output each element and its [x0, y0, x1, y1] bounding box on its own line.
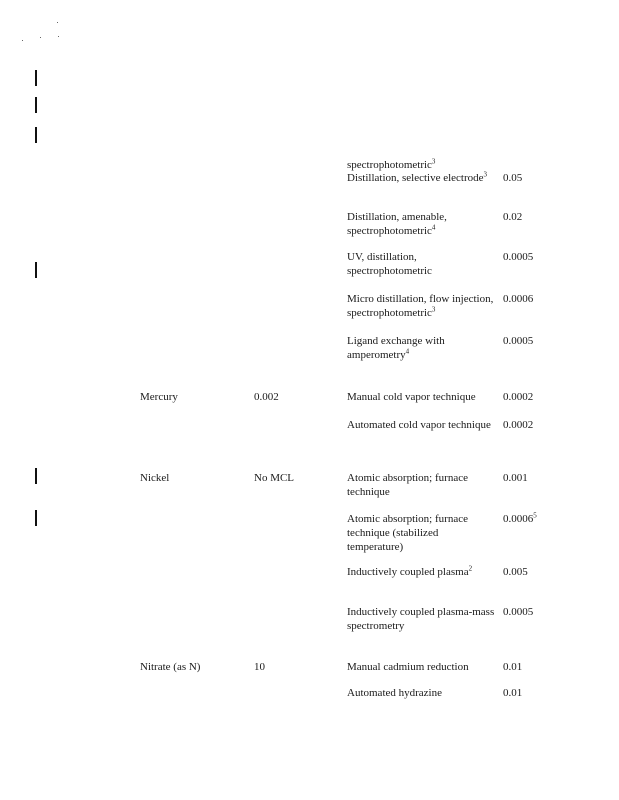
revision-bar	[35, 97, 37, 113]
method-cell: Atomic absorption; furnace technique	[347, 472, 468, 498]
detection-limit-cell: 0.001	[503, 472, 528, 484]
method-cell: Atomic absorption; furnace technique (stabilized temperature)	[347, 513, 468, 553]
revision-bar	[35, 510, 37, 526]
revision-bar	[35, 70, 37, 86]
method-cell: Distillation, amenable, spectrophotometric$^4$	[347, 211, 447, 237]
mcl-value: 0.002	[254, 391, 279, 403]
detection-limit-cell: 0.0005	[503, 606, 534, 618]
detection-limit-cell: 0.05	[503, 172, 523, 184]
detection-limit-cell: 0.01	[503, 661, 523, 673]
method-cell: Manual cold vapor technique	[347, 391, 476, 403]
detection-limit-cell: 0.0005	[503, 335, 534, 347]
method-cell: Inductively coupled plasma-mass spectrometry	[347, 606, 495, 632]
scan-speck	[58, 36, 59, 37]
scan-speck	[57, 22, 58, 23]
detection-limit-cell: 0.02	[503, 211, 523, 223]
detection-limit-cell: 0.0002	[503, 391, 534, 403]
method-cell: UV, distillation, spectrophotometric	[347, 251, 432, 277]
detection-limit-cell: 0.01	[503, 687, 523, 699]
mcl-value: No MCL	[254, 472, 295, 484]
detection-limit-cell: 0.005	[503, 566, 528, 578]
detection-limit-cell: 0.0006$^5$	[503, 511, 537, 525]
analyte-name: Nickel	[140, 472, 170, 484]
detection-limit-cell: 0.0006	[503, 293, 534, 305]
revision-bar	[35, 262, 37, 278]
scan-speck	[22, 40, 23, 41]
revision-bar	[35, 468, 37, 484]
method-cell: Automated hydrazine	[347, 687, 442, 699]
method-continuation: spectrophotometric$^3$	[347, 157, 436, 171]
scan-speck	[40, 37, 41, 38]
mcl-value: 10	[254, 661, 265, 673]
method-cell: Inductively coupled plasma$^2$	[347, 564, 473, 578]
method-cell: Micro distillation, flow injection, spectrophotometric$^3$	[347, 293, 494, 319]
analyte-name: Nitrate (as N)	[140, 661, 201, 673]
analyte-name: Mercury	[140, 391, 178, 403]
detection-limit-cell: 0.0002	[503, 419, 534, 431]
method-cell: Ligand exchange with amperometry$^4$	[347, 335, 445, 361]
method-cell: Distillation, selective electrode$^3$	[347, 170, 488, 184]
revision-bar	[35, 127, 37, 143]
detection-limit-cell: 0.0005	[503, 251, 534, 263]
method-cell: Automated cold vapor technique	[347, 419, 491, 431]
method-cell: Manual cadmium reduction	[347, 661, 469, 673]
